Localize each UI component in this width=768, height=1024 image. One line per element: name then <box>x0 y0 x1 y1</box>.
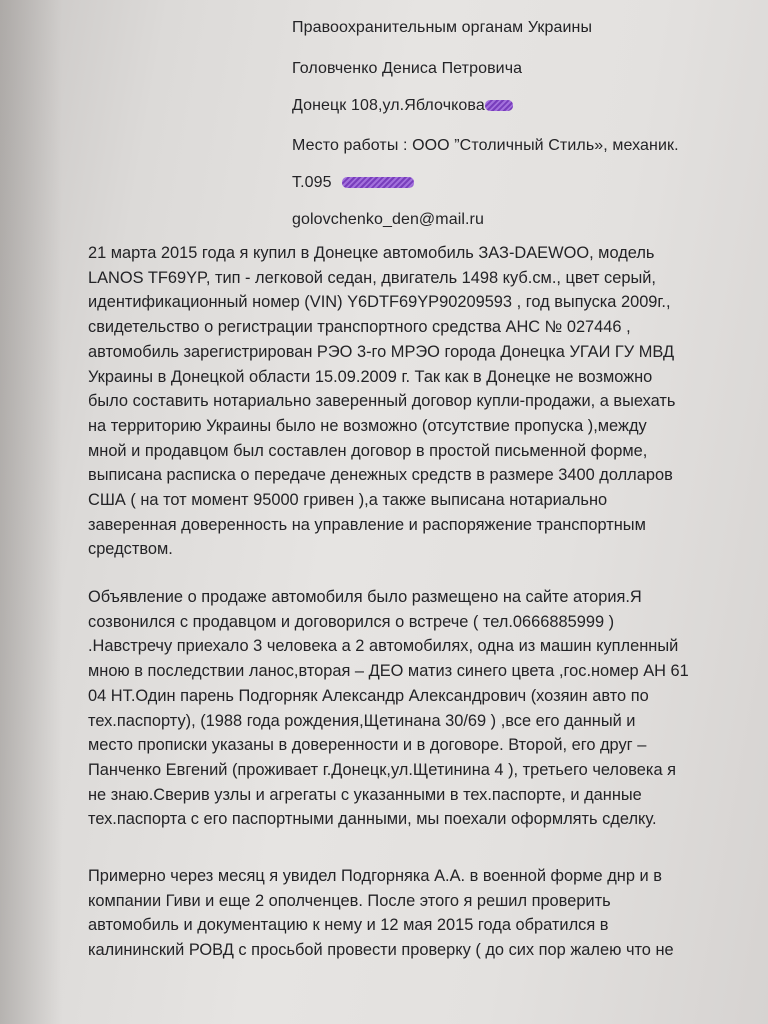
text-line: автомобиль и документацию к нему и 12 мая 2015 года обратился в <box>88 916 609 935</box>
address-line <box>292 96 513 116</box>
text-line: Примерно через месяц я увидел Подгорняка А.А. в военной форме днр и в <box>88 867 662 885</box>
text-line: идентификационный номер (VIN) Y6DTF69YP90209593 , год выпуска 2009г., <box>88 293 671 312</box>
addressee-line: Правоохранительным органам Украины <box>292 19 593 36</box>
text-line: Объявление о продаже автомобиля было размещено на сайте атория.Я <box>88 588 642 606</box>
text-line: мной и продавцом был составлен договор в простой письменной форме, <box>88 441 648 460</box>
text-line: на территорию Украины было не возможно (отсутствие пропуска ),между <box>88 416 647 435</box>
text-line: свидетельство о регистрации транспортного средства АНС № 027446 , <box>88 318 631 337</box>
author-name-line: Головченко Дениса Петровича <box>292 60 523 77</box>
redaction-mark <box>342 177 414 188</box>
text-line: выписана расписка о передаче денежных средств в размере 3400 долларов <box>88 466 673 485</box>
text-line: было составить нотариально заверенный договор купли-продажи, а выехать <box>88 392 676 411</box>
text-line: Панченко Евгений (проживает г.Донецк,ул.Щетинина 4 ), третьего человека я <box>88 760 677 779</box>
phone-prefix: Т.095 <box>292 174 332 191</box>
address-text: Донецк 108,ул.Яблочкова <box>292 97 485 114</box>
phone-line <box>292 173 414 193</box>
paragraph-purchase <box>88 241 698 562</box>
text-line: тех.паспорта с его паспортными данными, мы поехали оформлять сделку. <box>88 810 657 829</box>
text-line: средством. <box>88 540 173 559</box>
text-line: США ( на тот момент 95000 гривен ),а также выписана нотариально <box>88 491 608 510</box>
text-line: мною в последствии ланос,вторая – ДЕО матиз синего цвета ,гос.номер АН 61 <box>88 662 689 681</box>
workplace-line: Место работы : ООО ”Столичный Стиль», механик. <box>292 137 679 154</box>
text-line: созвонился с продавцом и договорился о встрече ( тел.0666885999 ) <box>88 612 615 631</box>
text-line: не знаю.Сверив узлы и агрегаты с указанными в тех.паспорте, и данные <box>88 785 642 804</box>
email-line: golovchenko_den@mail.ru <box>292 211 484 228</box>
text-line: тех.паспорту), (1988 года рождения,Щетинана 30/69 ) ,все его данный и <box>88 711 636 730</box>
text-line: LANOS TF69YP, тип - легковой седан, двигатель 1498 куб.см., цвет серый, <box>88 268 656 287</box>
text-line: 04 НТ.Один парень Подгорняк Александр Александрович (хозяин авто по <box>88 686 649 705</box>
paragraph-meeting <box>88 585 698 832</box>
text-line: компании Гиви и еще 2 ополченцев. После этого я решил проверить <box>88 891 611 910</box>
text-line: калининский РОВД с просьбой провести проверку ( до сих пор жалею что не <box>88 941 674 960</box>
text-line: 21 марта 2015 года я купил в Донецке автомобиль ЗАЗ-DAEWOO, модель <box>88 244 655 262</box>
text-line: .Навстречу приехало 3 человека а 2 автомобилях, одна из машин купленный <box>88 637 679 656</box>
text-line: автомобиль зарегистрирован РЭО 3-го МРЭО города Донецка УГАИ ГУ МВД <box>88 342 675 361</box>
text-line: заверенная доверенность на управление и распоряжение транспортным <box>88 515 646 534</box>
text-line: Украины в Донецкой области 15.09.2009 г. Так как в Донецке не возможно <box>88 367 653 386</box>
paragraph-check <box>88 864 698 963</box>
redaction-mark <box>485 100 513 111</box>
text-line: место прописки указаны в доверенности и в договоре. Второй, его друг – <box>88 736 647 755</box>
